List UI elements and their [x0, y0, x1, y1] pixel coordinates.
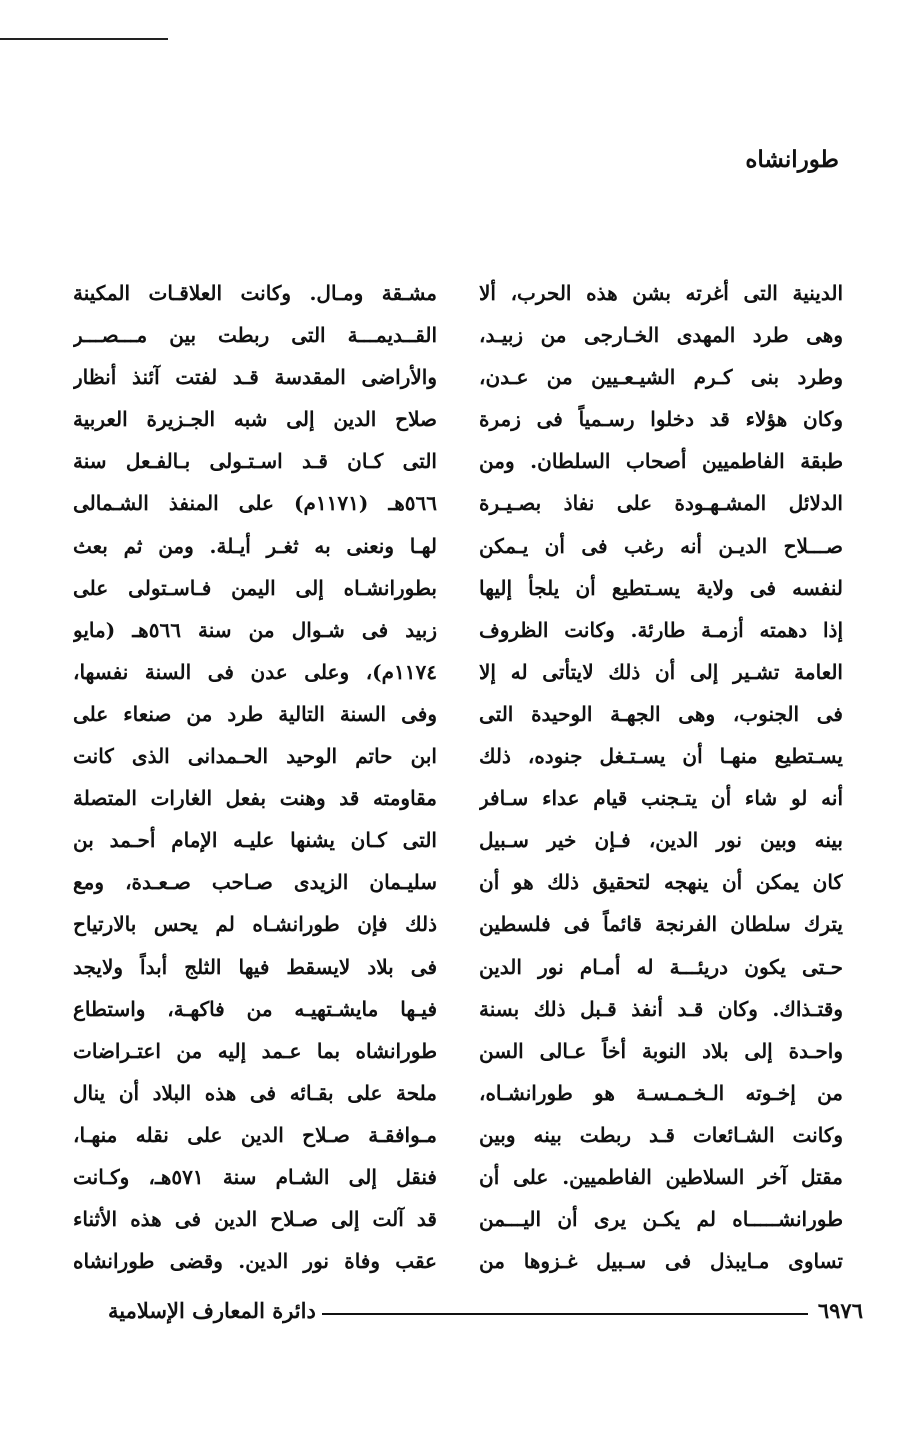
- text-line: بطورانشـاه إلى اليمن فـاسـتولى على: [73, 575, 437, 600]
- text-line: التى كـان قـد اسـتـولى بـالفـعل سنة: [73, 449, 437, 474]
- text-line: ذلك فإن طورانشـاه لم يحس بالارتياح: [73, 912, 437, 937]
- text-line: فيـها مايشـتهيـه من فاكهـة، واستطاع: [73, 996, 437, 1021]
- text-line: وقتـذاك. وكان قـد أنفذ قـبل ذلك بسنة: [479, 996, 843, 1021]
- text-line: لنفسه فى ولاية يسـتطيع أن يلجأ إليها: [479, 575, 843, 600]
- left-column: [73, 272, 437, 1282]
- text-line: حـتى يكون دريئـــة له أمـام نور الدين: [479, 954, 843, 979]
- text-line: ١١٧٤م)، وعلى عدن فى السنة نفسها،: [73, 659, 437, 684]
- text-line: من إخـوته الـخـمـسـة هو طورانشـاه،: [479, 1080, 843, 1105]
- text-line: تساوى مـايبذل فى سـبيل غـزوها من: [479, 1249, 843, 1274]
- text-line: صـــلاح الديـن أنه رغب فى أن يـمكن: [479, 533, 843, 558]
- journal-title: دائرة المعارف الإسلامية: [108, 1298, 316, 1323]
- text-line: واحـدة إلى بلاد النوبة أخاً عـالى السن: [479, 1038, 843, 1063]
- text-line: مشـقة ومـال. وكانت العلاقـات المكينة: [73, 281, 437, 305]
- text-line: فى بلاد لايسقط فيها الثلج أبداً ولايجد: [73, 954, 437, 979]
- text-line: فى الجنوب، وهى الجهـة الوحيدة التى: [479, 701, 843, 726]
- text-line: إذا دهمته أزمـة طارئة. وكانت الظروف: [479, 617, 843, 642]
- text-line: والأراضى المقدسة قـد لفتت آئنذ أنظار: [73, 365, 437, 390]
- text-line: مقاومته قد وهنت بفعل الغارات المتصلة: [73, 786, 437, 811]
- text-line: ملحة على بقـائه فى هذه البلاد أن ينال: [73, 1080, 437, 1105]
- text-line: سليـمان الزيدى صـاحب صـعـدة، ومع: [73, 870, 437, 895]
- text-line: طورانشاه بما عـمد إليه من اعتـراضات: [73, 1038, 437, 1063]
- text-line: وهى طرد المهدى الخـارجى من زبيـد،: [479, 323, 843, 348]
- text-line: طبقة الفاطميين أصحاب السلطان. ومن: [479, 449, 843, 474]
- text-line: يسـتطيع منهـا أن يسـتـغل جنوده، ذلك: [479, 744, 843, 769]
- text-line: صلاح الدين إلى شبه الجـزيرة العربية: [73, 407, 437, 432]
- text-line: أنه لو شاء أن يتـجنب قيام عداء سـافر: [479, 786, 843, 811]
- text-line: وطرد بنى كـرم الشيـعـيين من عـدن،: [479, 365, 843, 390]
- running-head: طورانشاه: [745, 146, 839, 173]
- text-line: العامة تشـير إلى أن ذلك لايتأتى له إلا: [479, 659, 843, 684]
- footer-rule: [322, 1313, 808, 1315]
- text-line: بينه وبين نور الدين، فـإن خير سـبيل: [479, 828, 843, 853]
- text-line: كان يمكن أن ينهجه لتحقيق ذلك هو أن: [479, 870, 843, 895]
- text-line: يترك سلطان الفرنجة قائماً فى فلسطين: [479, 912, 843, 937]
- text-line: عقب وفاة نور الدين. وقضى طورانشاه: [73, 1249, 437, 1274]
- text-line: لهـا ونعنى به ثغـر أيـلة. ومن ثم بعث: [73, 533, 437, 558]
- text-line: مـوافقـة صـلاح الدين على نقله منهـا،: [73, 1122, 437, 1147]
- right-column: [479, 272, 843, 1282]
- text-line: مقتل آخر السلاطين الفاطميين. على أن: [479, 1164, 843, 1189]
- text-line: ابن حاتم الوحيد الحـمدانى الذى كانت: [73, 744, 437, 769]
- text-line: وفى السنة التالية طرد من صنعاء على: [73, 701, 437, 726]
- text-line: وكانت الشـائعات قـد ربطت بينه وبين: [479, 1122, 843, 1147]
- text-line: زبيد فى شـوال من سنة ٥٦٦هـ (مايو: [73, 617, 437, 642]
- text-line: التى كـان يشنها عليـه الإمام أحـمد بن: [73, 828, 437, 853]
- text-line: وكان هؤلاء قد دخلوا رسـمياً فى زمرة: [479, 407, 843, 432]
- text-line: القــديمـــة التى ربطت بين مـــصـــر: [73, 323, 437, 348]
- page-number: ٦٩٧٦: [817, 1298, 863, 1323]
- text-line: فنقل إلى الشـام سنة ٥٧١هـ، وكـانت: [73, 1164, 437, 1189]
- text-line: ٥٦٦هـ (١١٧١م) على المنفذ الشـمالى: [73, 491, 437, 516]
- text-line: قد آلت إلى صـلاح الدين فى هذه الأثناء: [73, 1207, 437, 1232]
- text-line: طورانشـــــاه لم يكـن يرى أن اليـــمن: [479, 1207, 843, 1232]
- text-line: الدلائل المشـهـودة على نفاذ بصـيـرة: [479, 491, 843, 516]
- footer: [0, 1298, 915, 1328]
- text-line: الدينية التى أغرته بشن هذه الحرب، ألا: [479, 281, 843, 305]
- top-rule: [0, 38, 168, 40]
